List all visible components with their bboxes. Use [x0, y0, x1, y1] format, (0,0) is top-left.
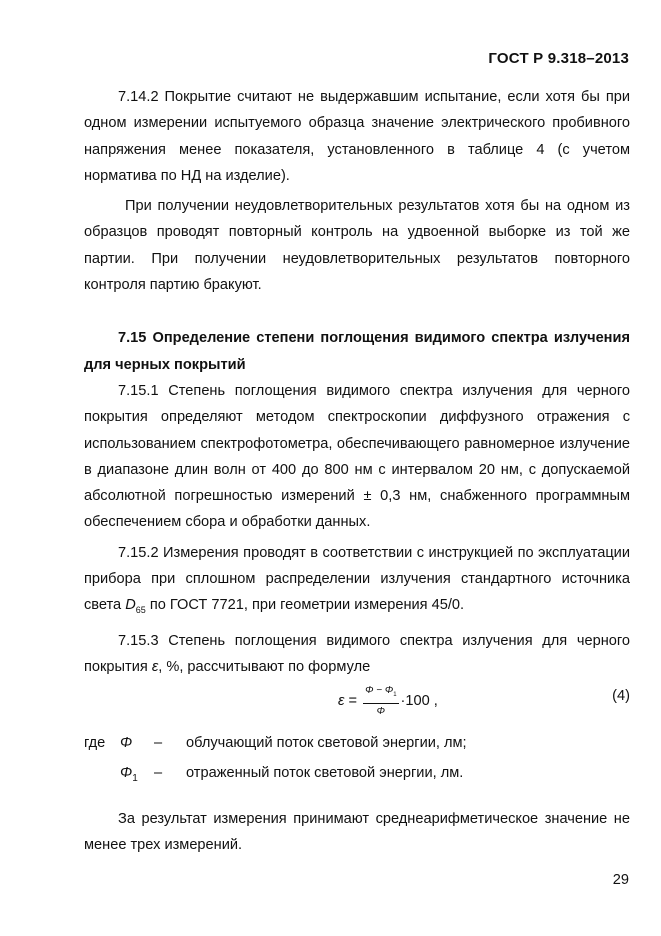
symbol-subscript: 1 [132, 773, 138, 785]
formula-numerator [363, 684, 398, 704]
p5-text-pre: 7.15.3 Степень поглощения видимого спектра излучения для черного покрытия [84, 632, 630, 675]
formula [338, 684, 438, 718]
numerator-subscript: 1 [393, 692, 397, 699]
definitions-list [84, 728, 630, 794]
paragraph-7-15-3 [84, 628, 630, 681]
paragraph-7-14-2: 7.14.2 Покрытие считают не выдержавшим испытание, если хотя бы при одном измерении испытуемого образца значение электрического пробивного напряжения менее показателя, установленного в таблице 4 (с учетом норматива по НД на изделие). [84, 89, 630, 184]
paragraph-result: За результат измерения принимают среднеарифметическое значение не менее трех измерений. [84, 811, 630, 854]
symbol-text: Φ [120, 735, 133, 752]
p4-text-post: по ГОСТ 7721, при геометрии измерения 45/0. [145, 597, 465, 614]
equation-number: (4) [612, 688, 630, 705]
page-content [84, 84, 630, 859]
illuminant-subscript: 65 [135, 605, 146, 616]
numerator-text: Φ − Φ [365, 685, 394, 697]
paragraph-7-15-1: 7.15.1 Степень поглощения видимого спектра излучения для черного покрытия определяют методом спектроскопии диффузного отражения с использованием спектрофотометра, обеспечивающего равномерное излучение в диапазоне длин волн от 400 до 800 нм с интервалом 20 нм, с допускаемой абсолютной погрешностью измерений ± 0,3 нм, снабженного программным обеспечением сбора и обработки данных. [84, 382, 630, 531]
formula-multiplier: ·100 , [400, 693, 438, 710]
document-id-header: ГОСТ Р 9.318–2013 [488, 50, 629, 67]
page-number: 29 [612, 872, 629, 888]
epsilon-symbol: ε [151, 658, 159, 675]
definition-dash: – [154, 735, 163, 752]
definition-item [84, 728, 630, 758]
formula-denominator: Φ [376, 706, 385, 718]
paragraph-retest: При получении неудовлетворительных результатов хотя бы на одном из образцов проводят повторный контроль на удвоенной выборке из той же партии. При получении неудовлетворительных результатов повторного контроля партию бракуют. [84, 198, 630, 294]
p5-text-post: , %, рассчитывают по формуле [158, 658, 371, 675]
formula-equals: = [344, 693, 362, 710]
paragraph-7-15-2 [84, 540, 630, 624]
formula-lhs: ε [338, 693, 345, 710]
p4-text-pre: 7.15.2 Измерения проводят в соответствии с инструкцией по эксплуатации прибора при сплошном распределении излучения стандартного источника света [84, 544, 630, 614]
definition-text: облучающий поток световой энергии, лм; [186, 735, 467, 752]
definition-symbol [120, 758, 154, 794]
section-heading-7-15: 7.15 Определение степени поглощения видимого спектра излучения для черных покрытий [84, 330, 630, 373]
definition-symbol [120, 728, 154, 758]
formula-row [84, 682, 630, 722]
symbol-text: Φ [120, 765, 133, 782]
definition-dash: – [154, 765, 163, 782]
definition-item [84, 758, 630, 794]
formula-fraction [363, 684, 398, 718]
definition-text: отраженный поток световой энергии, лм. [186, 765, 464, 782]
illuminant-symbol: D [125, 597, 136, 614]
where-label: где [84, 735, 106, 752]
